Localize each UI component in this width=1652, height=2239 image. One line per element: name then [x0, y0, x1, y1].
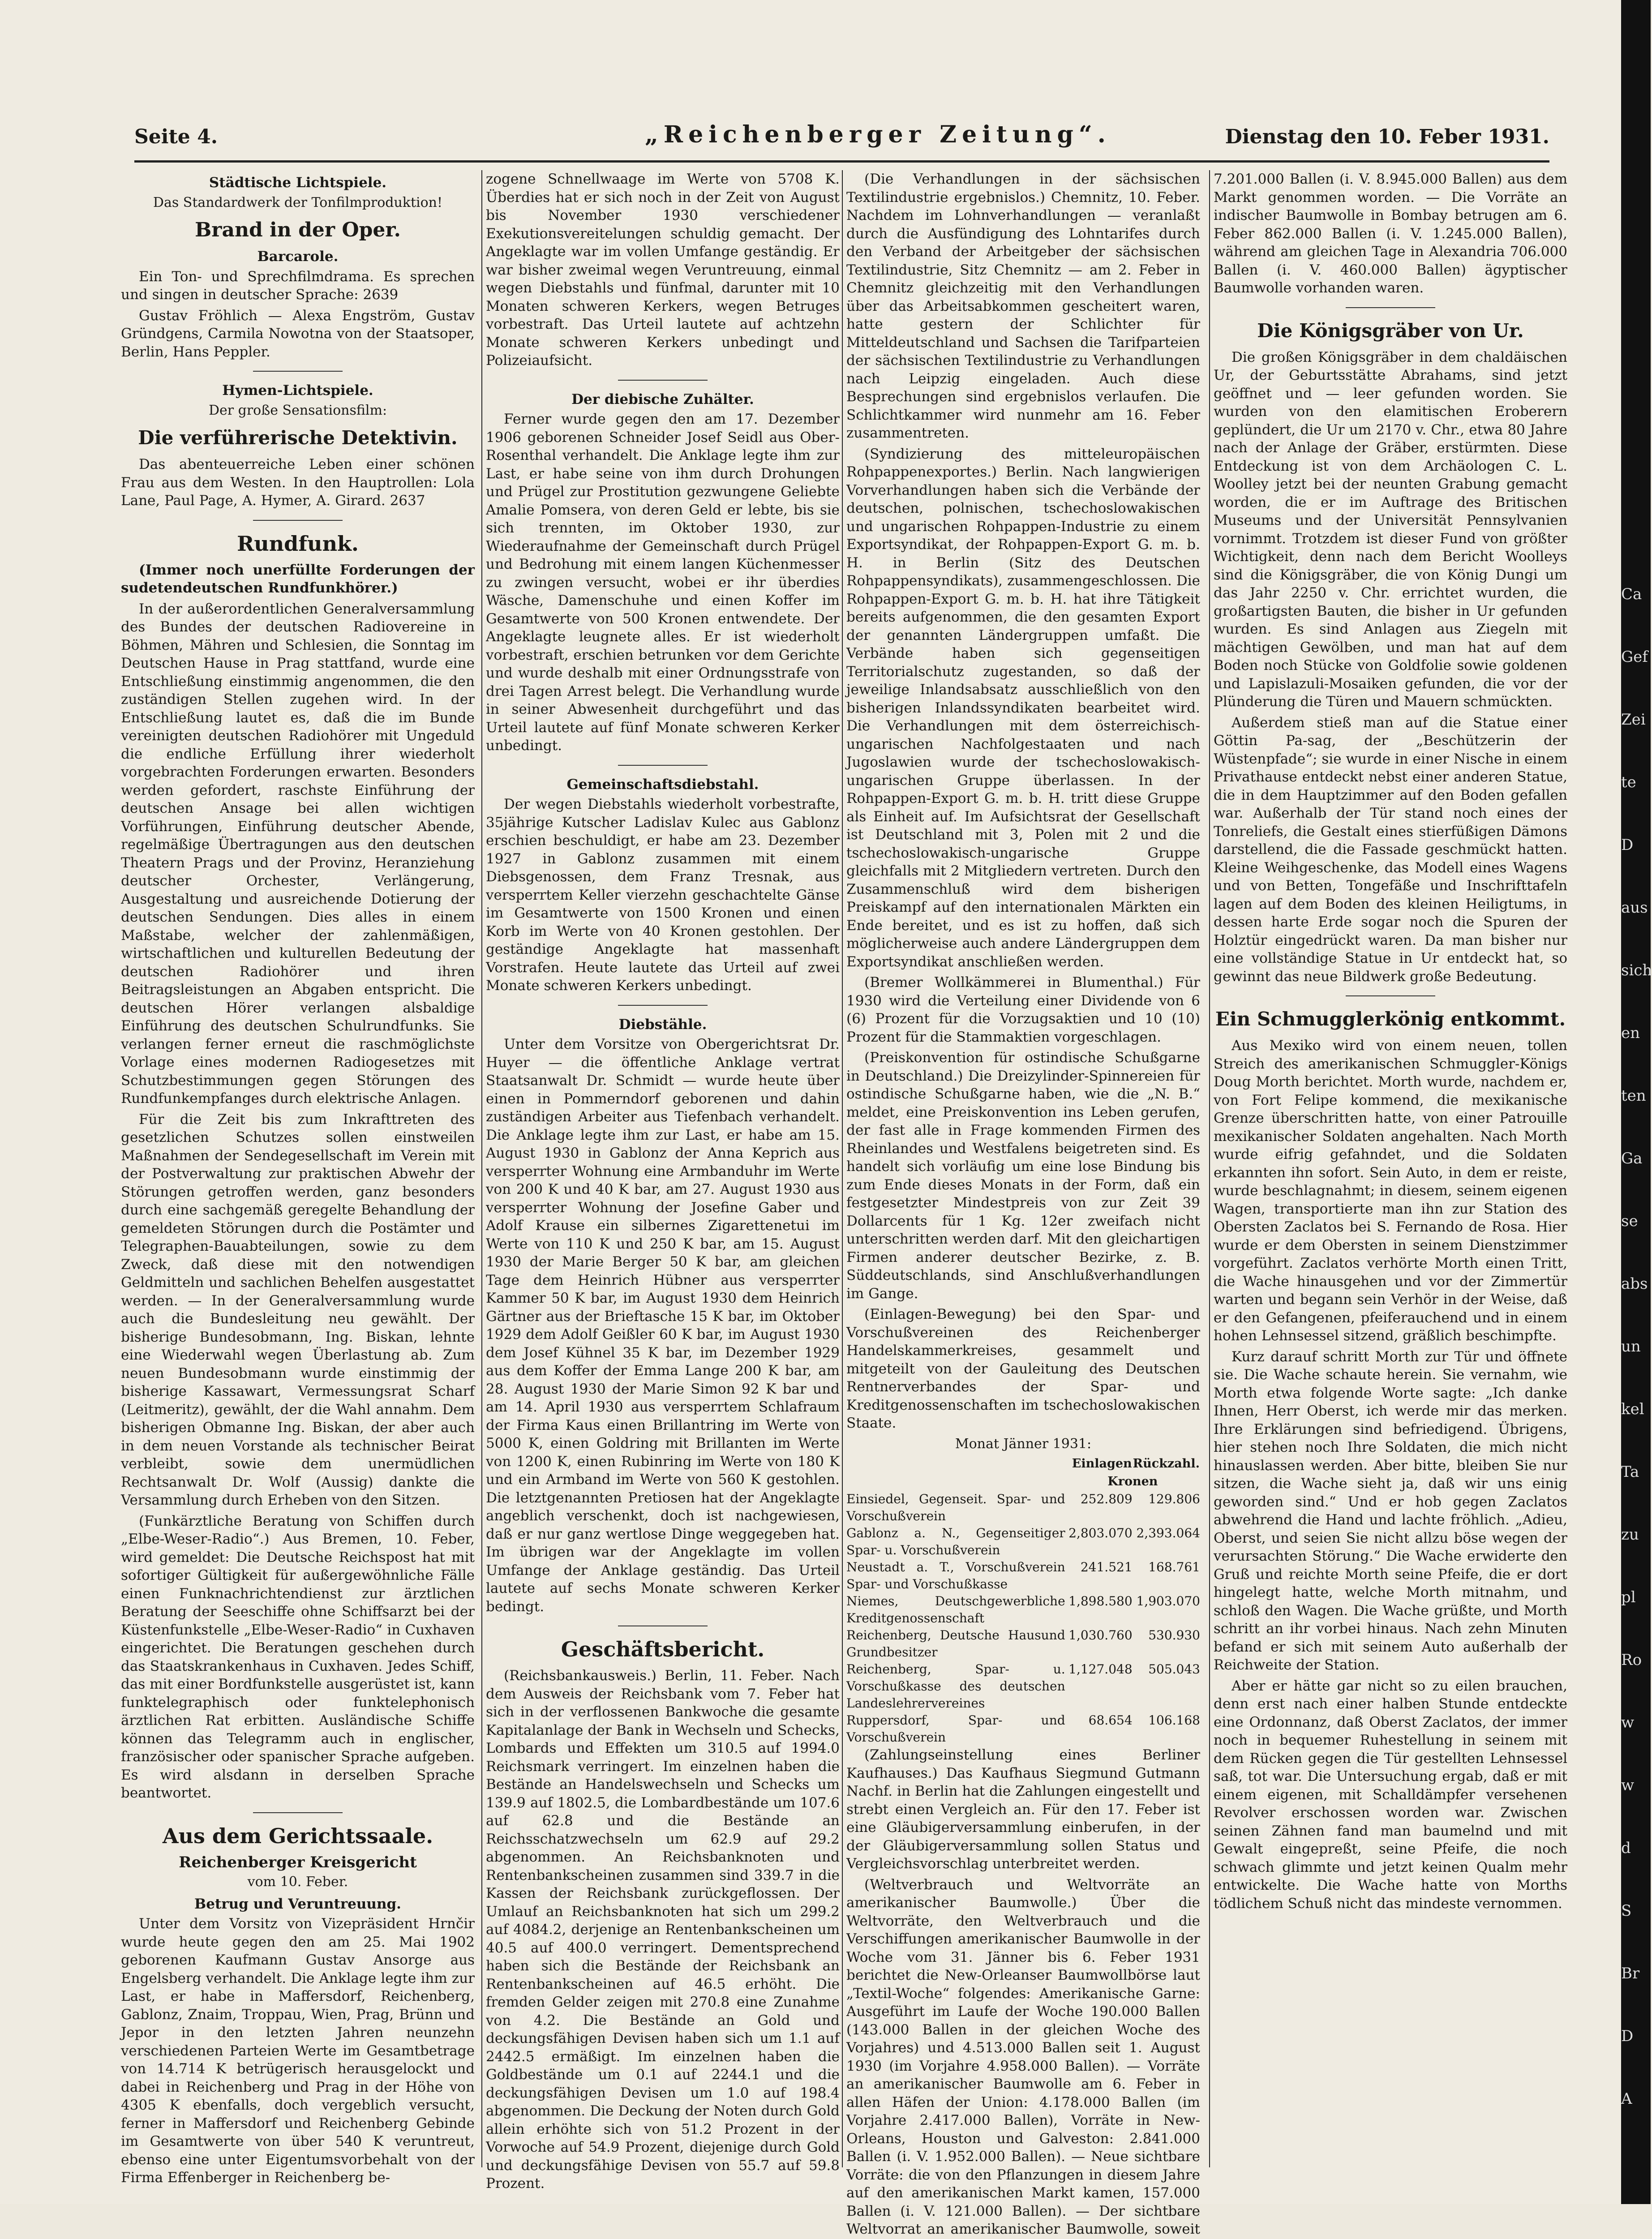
bleed-fragment: w — [1621, 1711, 1651, 1735]
table-row — [846, 1525, 1200, 1559]
separator — [618, 1005, 708, 1006]
withdrawals-cell: 129.806 — [1133, 1491, 1200, 1525]
deposits-cell: 1,898.580 — [1065, 1593, 1133, 1627]
table-row — [846, 1491, 1200, 1525]
bleed-fragment: aus — [1621, 896, 1651, 920]
column-3 — [846, 170, 1200, 2167]
adjacent-page-edge — [1621, 0, 1651, 2204]
table-row — [846, 1627, 1200, 1661]
bleed-fragment: zu — [1621, 1523, 1651, 1547]
film-description: Ein Ton- und Sprechfilmdrama. Es sprechen und singen in deutscher Sprache: 2639 — [121, 268, 475, 304]
article-paragraph: (Bremer Wollkämmerei in Blumenthal.) Für 1930 wird die Verteilung einer Dividende von 6 (6) Prozent für die Vorzugsaktien und 10 (10) Prozent für die Stammaktien vorgeschlagen. — [846, 974, 1200, 1046]
table-row — [846, 1712, 1200, 1746]
bleed-fragment: A — [1621, 2087, 1651, 2111]
article-title: Ein Schmugglerkönig entkommt. — [1214, 1006, 1567, 1032]
column-divider — [1209, 170, 1210, 2167]
article-lead: (Immer noch unerfüllte Forderungen der sudetendeutschen Rundfunkhörer.) — [121, 561, 475, 597]
table-header-row — [846, 1455, 1200, 1473]
deposits-cell: 1,030.760 — [1065, 1627, 1133, 1661]
newspaper-title: „Reichenberger Zeitung“. — [645, 121, 1111, 148]
bleed-fragment: Zei — [1621, 708, 1651, 732]
article-paragraph: (Einlagen-Bewegung) bei den Spar- und Vorschußvereinen des Reichenberger Handelskammerkreises, gesammelt und mitgeteilt von der Gauleitung des Deutschen Rentnerverbandes der Spar- und Kreditgenossenschaften im tschechoslowakischen Staate. — [846, 1305, 1200, 1433]
film-description: Das abenteuerreiche Leben einer schönen Frau aus dem Westen. In den Hauptrollen: Lola Lane, Paul Page, A. Hymer, A. Girard. 2637 — [121, 455, 475, 510]
cinema-subheading: Das Standardwerk der Tonfilmproduktion! — [121, 194, 475, 212]
bleed-fragment: sich — [1621, 958, 1651, 982]
article-paragraph: (Zahlungseinstellung eines Berliner Kaufhauses.) Das Kaufhaus Siegmund Gutmann Nachf. in Berlin hat die Zahlungen eingestellt und strebt einen Vergleich an. Für den 17. Feber ist eine Gläubigerversammlung einberufen, in der der Gläubigerversammlung sollen Status und Vergleichsvorschlag unterbreitet werden. — [846, 1746, 1200, 1873]
article-paragraph: (Weltverbrauch und Weltvorräte an amerikanischer Baumwolle.) Über die Weltvorräte, den Weltverbrauch und die Verschiffungen amerikanischer Baumwolle in der Woche vom 31. Jänner bis 6. Feber 1931 berichtet die New-Orleanser Baumwollbörse laut „Textil-Woche“ folgendes: Amerikanische Garne: Ausgeführt im Laufe der Woche 190.000 Ballen (143.000 Ballen in der gleichen Woche des Vorjahres) und 4.513.000 Ballen seit 1. August 1930 (im Vorjahre 4.958.000 Ballen). — Vorräte an amerikanischer Baumwolle am 6. Feber in allen Häfen der Union: 4.178.000 Ballen (im Vorjahre 2.417.000 Ballen), Vorräte in New-Orleans, Houston und Galveston: 2.841.000 Ballen (i. V. 1.952.000 Ballen). — Neue sichtbare Vorräte: die von den Pflanzungen in diesem Jahre auf den amerikanischen Markt kamen, 157.000 Ballen (i. V. 121.000 Ballen). — Der sichtbare Weltvorrat an amerikanischer Baumwolle, soweit — [846, 1876, 1200, 2239]
column-divider — [481, 170, 482, 2167]
table-row — [846, 1559, 1200, 1593]
separator — [1346, 307, 1435, 308]
article-paragraph: Aus Mexiko wird von einem neuen, tollen Streich des amerikanischen Schmuggler-Königs Doug Morth berichtet. Morth wurde, nachdem er, von Fort Felipe kommend, die mexikanische Grenze überschritten hatte, von einer Patrouille mexikanischer Soldaten angehalten. Nach Morth wurde eifrig gefahndet, und die Soldaten erkannten ihn sofort. Sein Auto, in dem er reiste, wurde beschlagnahmt; in diesem, seinem eigenen Wagen, transportierte man ihn zur Station des Obersten Zaclatos bei S. Fernando de Rosa. Hier wurde er dem Obersten in seinem Dienstzimmer vorgeführt. Zaclatos verhörte Morth einen Tritt, die Wache hinausgehen und vor der Zimmertür warten und begann sein Verhör in der Weise, daß er den Gefangenen, pfeiferauchend und in einem hohen Lehnsessel sitzend, gräßlich beschimpfte. — [1214, 1037, 1567, 1345]
cinema-heading: Städtische Lichtspiele. — [121, 174, 475, 192]
bank-name-cell: Ruppersdorf, Spar- und Vorschußverein — [846, 1712, 1065, 1746]
bleed-fragment: Ta — [1621, 1460, 1651, 1484]
withdrawals-cell: 530.930 — [1133, 1627, 1200, 1661]
column-2 — [486, 170, 840, 2167]
section-title: Geschäftsbericht. — [486, 1636, 840, 1662]
article-paragraph: Kurz darauf schritt Morth zur Tür und öffnete sie. Die Wache schaute herein. Sie vernahm, wie Morth etwa folgende Worte sagte: „Ich danke Ihnen, Herr Oberst, ich werde mir das merken. Ihre Erklärungen sind befriedigend. Übrigens, hier stehen noch Ihre Soldaten, die mich nicht hinauslassen werden. Aber bitte, bleiben Sie nur sitzen, die Wache sieht ja, daß wir uns einig geworden sind.“ Und er hob gegen Zaclatos abwehrend die Hand und lachte fröhlich. „Adieu, Oberst, und seien Sie nicht allzu böse wegen der verursachten Störung.“ Die Wache erwiderte den Gruß und reichte Morth seine Pfeife, die er dort hingelegt hatte, welche Morth mitnahm, und schloß den Wagen. Die Wache grüßte, und Morth schritt an ihr vorbei hinaus. Nach zehn Minuten befand er sich mit seinem Auto außerhalb der Reichweite der Station. — [1214, 1348, 1567, 1674]
cinema-subheading: Der große Sensationsfilm: — [121, 402, 475, 420]
article-paragraph: Für die Zeit bis zum Inkrafttreten des gesetzlichen Schutzes sollen einstweilen Maßnahmen der Sendegesellschaft im Verein mit der Postverwaltung zur praktischen Abwehr der Störungen getroffen werden, ganz besonders durch eine sachgemäß geregelte Behandlung der gemeldeten Störungen durch die Postämter und Telegraphen-Bauabteilungen, sowie zu dem Zweck, daß diese mit den notwendigen Geldmitteln und sachlichen Behelfen ausgestattet werden. — In der Generalversammlung wurde auch die Bundesleitung neu gewählt. Der bisherige Bundesobmann, Ing. Biskan, lehnte eine Wiederwahl wegen Überlastung ab. Zum neuen Bundesobmann wurde einstimmig der bisherige Kassawart, Vermessungsrat Scharf (Leitmeritz), gewählt, der die Wahl annahm. Dem bisherigen Obmanne Ing. Biskan, der aber auch in dem neuen Vorstande als technischer Beirat verbleibt, sowie dem unermüdlichen Rechtsanwalt Dr. Wolf (Aussig) dankte die Versammlung durch Erheben von den Sitzen. — [121, 1111, 475, 1510]
withdrawals-cell: 505.043 — [1133, 1661, 1200, 1712]
section-title: Rundfunk. — [121, 531, 475, 557]
article-paragraph: (Syndizierung des mitteleuropäischen Rohpappenexportes.) Berlin. Nach langwierigen Vorverhandlungen haben sich die Verbände der deutschen, polnischen, tschechoslowakischen und ungarischen Rohpappen-Industrie zu einem Exportsyndikat, der Rohpappen-Export G. m. b. H. in Berlin (Sitz des Deutschen Rohpappensyndikats), zusammengeschlossen. Die Rohpappen-Export G. m. b. H. hat ihre Tätigkeit bereits aufgenommen, die den gesamten Export der genannten Ländergruppen umfaßt. Die Verbände haben sich gegenseitigen Territorialschutz zugestanden, so daß der jeweilige Inlandsabsatz ausschließlich von den bisherigen Inlandssyndikaten bearbeitet wird. Die Verhandlungen mit dem österreichisch-ungarischen Nachfolgestaaten und nach Jugoslawien wurde der tschechoslowakisch-ungarischen Gruppe überlassen. In der Rohpappen-Export G. m. b. H. tritt diese Gruppe als Einheit auf. Im Aufsichtsrat der Gesellschaft ist Deutschland mit 3, Polen mit 2 und die tschechoslowakisch-ungarische Gruppe gleichfalls mit 2 Mitgliedern vertreten. Durch den Zusammenschluß wird dem bisherigen Preiskampf auf den internationalen Märkten ein Ende bereitet, und es ist zu hoffen, daß sich möglicherweise auch andere Ländergruppen dem Exportsyndikat anschließen werden. — [846, 445, 1200, 971]
withdrawals-cell: 2,393.064 — [1133, 1525, 1200, 1559]
bleed-fragment: Gef — [1621, 645, 1651, 669]
cinema-heading: Hymen-Lichtspiele. — [121, 382, 475, 400]
withdrawals-cell: 1,903.070 — [1133, 1593, 1200, 1627]
bleed-fragment: kel — [1621, 1397, 1651, 1421]
film-subtitle: Barcarole. — [121, 248, 475, 266]
separator — [1346, 995, 1435, 996]
article-paragraph: Aber er hätte gar nicht so zu eilen brauchen, denn erst nach einer halben Stunde entdeckte eine Ordonnanz, daß Oberst Zaclatos, der immer noch in bequemer Ruhestellung in seinem mit dem Rücken gegen die Tür gestellten Lehnsessel saß, tot war. Die Untersuchung ergab, daß er mit einem eigenen, mit Schalldämpfer versehenen Revolver erschossen worden war. Zwischen seinen Zähnen fand man baumelnd und mit Gewalt eingepreßt, seine Pfeife, die noch schwach glimmte und jetzt keinen Qualm mehr entwickelte. Die Wache hatte von Morths tödlichem Schuß nicht das mindeste vernommen. — [1214, 1677, 1567, 1913]
bleed-fragment: Ca — [1621, 582, 1651, 606]
article-paragraph: zogene Schnellwaage im Werte von 5708 K. Überdies hat er sich noch in der Zeit von August bis November 1930 verschiedener Exekutionsvereitelungen schuldig gemacht. Der Angeklagte war im vollen Umfange geständig. Er war bisher zweimal wegen Veruntreuung, einmal wegen Diebstahls und fünfmal, darunter mit 10 Monaten schweren Kerkers, wegen Betruges vorbestraft. Das Urteil lautete auf achtzehn Monate schweren Kerkers unbedingt und Polizeiaufsicht. — [486, 170, 840, 370]
article-paragraph: Unter dem Vorsitz von Vizepräsident Hrnčir wurde heute gegen den am 25. Mai 1902 geborenen Kaufmann Gustav Ansorge aus Engelsberg verhandelt. Die Anklage legte ihm zur Last, er habe in Maffersdorf, Reichenberg, Gablonz, Znaim, Troppau, Wien, Prag, Brünn und Jepor in den letzten Jahren neunzehn verschiedenen Parteien Werte im Gesamtbetrage von 14.714 K betrügerisch herausgelockt und dabei in Reichenberg und Prag in der Höhe von 4305 K ebenfalls, doch vergeblich versucht, ferner in Maffersdorf und Reichenberg Gebinde im Gesamtwerte von über 540 K veruntreut, ebenso eine unter Eigentumsvorbehalt von der Firma Effenberger in Reichenberg be- — [121, 1915, 475, 2187]
separator — [253, 1812, 343, 1813]
table-row — [846, 1661, 1200, 1712]
bleed-fragment: Ro — [1621, 1648, 1651, 1672]
deposits-cell: 252.809 — [1065, 1491, 1133, 1525]
article-paragraph: (Funkärztliche Beratung von Schiffen durch „Elbe-Weser-Radio“.) Aus Bremen, 10. Feber, wird gemeldet: Die Deutsche Reichspost hat mit sofortiger Gültigkeit für außergewöhnliche Fälle einen Funknachrichtendienst zur ärztlichen Beratung der Seeschiffe ohne Schiffsarzt bei der Küstenfunkstelle „Elbe-Weser-Radio“ in Cuxhaven eingerichtet. Die Beratungen geschehen durch das Staatskrankenhaus in Cuxhaven. Jedes Schiff, das mit einer Bordfunkstelle ausgerüstet ist, kann funktelegraphisch oder funktelephonisch ärztlichen Rat erbitten. Ausländische Schiffe können das Telegramm auch in englischer, französischer oder spanischer Sprache aufgeben. Es wird alsdann in derselben Sprache beantwortet. — [121, 1512, 475, 1802]
deposit-table — [846, 1455, 1200, 1746]
article-paragraph: Die großen Königsgräber in dem chaldäischen Ur, der Geburtsstätte Abrahams, sind jetzt geöffnet und — leer gefunden worden. Sie wurden von den elamitischen Eroberern geplündert, die Ur um 2170 v. Chr., etwa 80 Jahre nach der Anlage der Gräber, erstürmten. Diese Entdeckung ist von dem Archäologen C. L. Woolley jetzt bei der neunten Grabung gemacht worden, die er im Auftrage des Britischen Museums und der Universität Pennsylvanien vornimmt. Trotzdem ist dieser Fund von größter Wichtigkeit, denn nach dem Bericht Woolleys sind die Königsgräber, die von König Dungi um das Jahr 2250 v. Chr. errichtet wurden, die großartigsten Bauten, die bisher in Ur gefunden wurden. Es sind Anlagen aus Ziegeln mit mächtigen Gewölben, und man hat auf dem Boden noch Stücke von Goldfolie sowie goldenen und Lapislazuli-Mosaiken gefunden, die vor der Plünderung die Türen und Mauern schmückten. — [1214, 348, 1567, 711]
bank-name-cell: Reichenberg, Deutsche Hausund Grundbesitzer — [846, 1627, 1065, 1661]
bleed-fragment: S — [1621, 1899, 1651, 1923]
article-paragraph: Der wegen Diebstahls wiederholt vorbestrafte, 35jährige Kutscher Ladislav Kulec aus Gablonz erschien beschuldigt, er habe am 23. Dezember 1927 in Gablonz zusammen mit einem Diebsgenossen, dem Franz Tresnak, aus versperrtem Keller vierzehn geschachtelte Gänse im Gesamtwerte von 1500 Kronen und einen Korb im Werte von 40 Kronen gestohlen. Der geständige Angeklagte hat massenhaft Vorstrafen. Heute lautete das Urteil auf zwei Monate schweren Kerkers unbedingt. — [486, 795, 840, 995]
separator — [618, 380, 708, 381]
table-caption: Monat Jänner 1931: — [846, 1435, 1200, 1454]
column-4 — [1214, 170, 1567, 2167]
bleed-fragment: d — [1621, 1836, 1651, 1860]
article-paragraph: Ferner wurde gegen den am 17. Dezember 1906 geborenen Schneider Josef Seidl aus Ober-Rosenthal verhandelt. Die Anklage legte ihm zur Last, er habe seine von ihm durch Drohungen und Prügel zur Prostitution gezwungene Geliebte Amalie Pomsera, von deren Geld er lebte, bis sie sich trennten, im Oktober 1930, zur Wiederaufnahme der Gemeinschaft durch Prügel und Bedrohung mit einem langen Küchenmesser zu zwingen versucht, wobei er ihr überdies Wäsche, Damenschuhe und einen Koffer im Gesamtwerte von 500 Kronen entwendete. Der Angeklagte leugnete alles. Er ist wiederholt vorbestraft, erschien betrunken vor dem Gerichte und wurde deshalb mit einer Ordnungsstrafe von drei Tagen Arrest belegt. Die Verhandlung wurde in seiner Abwesenheit durchgeführt und das Urteil lautete auf fünf Monate schweren Kerker unbedingt. — [486, 410, 840, 755]
bleed-fragment: Ga — [1621, 1146, 1651, 1171]
separator — [253, 520, 343, 521]
deposits-cell: 68.654 — [1065, 1712, 1133, 1746]
article-paragraph: (Die Verhandlungen in der sächsischen Textilindustrie ergebnislos.) Chemnitz, 10. Feber. Nachdem im Lohnverhandlungen — veranlaßt durch die Ausfündigung des Lohntarifes durch den Verband der Arbeitgeber der sächsischen Textilindustrie, Sitz Chemnitz — am 2. Feber in Chemnitz gleichzeitig mit den Verhandlungen über das Arbeitsabkommen gescheitert waren, hatte gestern der Schlichter für Mitteldeutschland und Sachsen die Tarifparteien der sächsischen Textilindustrie zu Verhandlungen nach Leipzig eingeladen. Auch diese Besprechungen sind ergebnislos verlaufen. Die Schlichtkammer wird nunmehr am 16. Feber zusammentreten. — [846, 170, 1200, 442]
deposits-cell: 241.521 — [1065, 1559, 1133, 1593]
page-number: Seite 4. — [134, 125, 218, 148]
article-paragraph: (Preiskonvention für ostindische Schußgarne in Deutschland.) Die Dreizylinder-Spinnereien für ostindische Schußgarne haben, wie die „N. B.“ meldet, eine Preiskonvention ins Leben gerufen, der fast alle in Frage kommenden Firmen des Rheinlandes und Westfalens beigetreten sind. Es handelt sich vorläufig um eine lose Bindung bis zum Ende dieses Monats in der Form, daß ein festgesetzter Mindestpreis von zur Zeit 39 Dollarcents für 1 Kg. 12er zweifach nicht unterschritten werden darf. Mit den gleichartigen Firmen anderer deutscher Bezirke, z. B. Süddeutschlands, sind Anschlußverhandlungen im Gange. — [846, 1049, 1200, 1303]
bank-name-cell: Gablonz a. N., Gegenseitiger Spar- u. Vorschußverein — [846, 1525, 1065, 1559]
article-paragraph: In der außerordentlichen Generalversammlung des Bundes der deutschen Radiovereine in Böhmen, Mähren und Schlesien, die Sonntag im Deutschen Hause in Prag stattfand, wurde eine Entschließung einstimmig angenommen, die den zuständigen Stellen zugehen wird. In der Entschließung lautet es, daß die im Bunde vereinigten deutschen Radiohörer mit Ungeduld die endliche Erfüllung ihrer wiederholt vorgebrachten Forderungen erwarten. Besonders werden gefordert, raschste Einführung der deutschen Ansage bei allen wichtigen Vorführungen, Einführung deutscher Abende, regelmäßige Übertragungen aus den deutschen Theatern Prags und der Provinz, Heranziehung deutscher Orchester, Verlängerung, Ausgestaltung und ausreichende Dotierung der deutschen Sendungen. Dies alles in einem Maßstabe, welcher der zahlenmäßigen, wirtschaftlichen und kulturellen Bedeutung der deutschen Radiohörer und ihren Beitragsleistungen an Abgaben entspricht. Die deutschen Hörer verlangen alsbaldige Einführung des deutschen Schulrundfunks. Sie verlangen ferner erneut die raschmöglichste Vorlage eines modernen Radiogesetzes mit Schutzbestimmungen gegen Störungen des Rundfunkempfanges durch elektrische Anlagen. — [121, 600, 475, 1108]
deposits-cell: 2,803.070 — [1065, 1525, 1133, 1559]
bleed-fragment: D — [1621, 2024, 1651, 2048]
withdrawals-cell: 168.761 — [1133, 1559, 1200, 1593]
case-heading: Der diebische Zuhälter. — [486, 390, 840, 409]
case-heading: Betrug und Veruntreuung. — [121, 1895, 475, 1913]
bleed-fragment: un — [1621, 1334, 1651, 1359]
bleed-fragment: abs — [1621, 1272, 1651, 1296]
article-paragraph: Außerdem stieß man auf die Statue einer Göttin Pa-sag, der „Beschützerin der Wüstenpfade“; sie wurde in einer Nische in einem Privathause entdeckt nebst einer anderen Statue, die in dem Hauptzimmer auf den Boden gefallen war. Außerhalb der Tür stand noch eines der Tonreliefs, die Gestalt eines stierfüßigen Dämons darstellend, die die Fassade geschmückt hatten. Kleine Weihgeschenke, das Modell eines Wagens und von Betten, Tongefäße und Inschrifttafeln lagen auf dem Boden des kleinen Heiligtums, in dessen harte Erde sogar noch die Spuren der Holztür eingedrückt waren. Da man bisher nur eine vollständige Statue in Ur entdeckt hat, so gewinnt das neue Bildwerk große Bedeutung. — [1214, 714, 1567, 986]
section-title: Aus dem Gerichtssaale. — [121, 1823, 475, 1849]
table-unit-row — [846, 1473, 1200, 1491]
deposits-cell: 1,127.048 — [1065, 1661, 1133, 1712]
film-title: Brand in der Oper. — [121, 217, 475, 243]
bleed-fragment: se — [1621, 1209, 1651, 1233]
film-cast: Gustav Fröhlich — Alexa Engström, Gustav Gründgens, Carmila Nowotna von der Staatsoper, Berlin, Hans Peppler. — [121, 307, 475, 361]
separator — [618, 765, 708, 766]
bank-name-cell: Neustadt a. T., Vorschußverein Spar- und Vorschußkasse — [846, 1559, 1065, 1593]
court-name: Reichenberger Kreisgericht — [121, 1853, 475, 1872]
issue-date: Dienstag den 10. Feber 1931. — [1225, 125, 1549, 148]
column-unit: Kronen — [1065, 1473, 1200, 1491]
bleed-fragment: ten — [1621, 1084, 1651, 1108]
bleed-fragment: en — [1621, 1021, 1651, 1045]
bleed-fragment: D — [1621, 833, 1651, 857]
case-heading: Gemeinschaftsdiebstahl. — [486, 776, 840, 794]
article-paragraph: (Reichsbankausweis.) Berlin, 11. Feber. Nach dem Ausweis der Reichsbank vom 7. Feber hat sich in der verflossenen Bankwoche die gesamte Kapitalanlage der Bank in Wechseln und Schecks, Lombards und Effekten um 310.5 auf 1994.0 Reichsmark verringert. Im einzelnen haben die Bestände an Handelswechseln und Schecks um 139.9 auf 1802.5, die Lombardbestände um 107.6 auf 62.8 und die Bestände an Reichsschatzwechseln um 62.9 auf 29.2 abgenommen. An Reichsbanknoten und Rentenbankscheinen zusammen sind 339.7 in die Kassen der Reichsbank zurückgeflossen. Der Umlauf an Reichsbanknoten hat sich um 299.2 auf 4084.2, derjenige an Rentenbankscheinen um 40.5 auf 400.0 verringert. Dementsprechend haben sich die Bestände der Reichsbank an Rentenbankscheinen auf 46.5 erhöht. Die fremden Gelder zeigen mit 270.8 eine Zunahme von 4.2. Die Bestände an Gold und deckungsfähigen Devisen haben sich um 1.1 auf 2442.5 ermäßigt. Im einzelnen haben die Goldbestände um 0.1 auf 2244.1 und die deckungsfähigen Devisen um 1.0 auf 198.4 abgenommen. Die Deckung der Noten durch Gold allein erhöhte sich von 51.2 Prozent in der Vorwoche auf 54.9 Prozent, diejenige durch Gold und deckungsfähige Devisen von 55.7 auf 59.8 Prozent. — [486, 1667, 840, 2193]
column-divider — [842, 170, 843, 2167]
bleed-fragment: Br — [1621, 1961, 1651, 1986]
table-row — [846, 1593, 1200, 1627]
film-title: Die verführerische Detektivin. — [121, 425, 475, 451]
bank-name-cell: Niemes, Deutschgewerbliche Kreditgenossenschaft — [846, 1593, 1065, 1627]
bleed-fragment: pl — [1621, 1585, 1651, 1609]
article-paragraph: 7.201.000 Ballen (i. V. 8.945.000 Ballen) aus dem Markt genommen worden. — Die Vorräte an indischer Baumwolle in Bombay betrugen am 6. Feber 862.000 Ballen (i. V. 1.245.000 Ballen), während am gleichen Tage in Alexandria 706.000 Ballen (i. V. 460.000 Ballen) ägyptischer Baumwolle vorhanden waren. — [1214, 170, 1567, 297]
bleed-fragment: te — [1621, 770, 1651, 794]
column-header-withdrawals: Rückzahl. — [1133, 1455, 1200, 1473]
article-paragraph: Unter dem Vorsitze von Obergerichtsrat Dr. Huyer — die öffentliche Anklage vertrat Staatsanwalt Dr. Schmidt — wurde heute über einen in Pommerndorf geborenen und dahin zuständigen Arbeiter aus Tiefenbach verhandelt. Die Anklage legte ihm zur Last, er habe am 15. August 1930 in Gablonz der Anna Keprich aus versperrter Wohnung eine Armbanduhr im Werte von 200 K und 40 K bar, am 27. August 1930 aus versperrter Wohnung der Josefine Gaber und Adolf Krause ein silbernes Zigarettenetui im Werte von 110 K und 250 K bar, am 15. August 1930 der Marie Berger 50 K bar, am gleichen Tage dem Heinrich Hübner aus versperrter Kammer 50 K bar, im August 1930 dem Heinrich Gärtner aus der Brieftasche 15 K bar, im Oktober 1929 dem Adolf Geißler 60 K bar, im August 1930 dem Josef Kühnel 35 K bar, im Dezember 1929 aus dem Koffer der Emma Lange 200 K bar, am 28. August 1930 der Marie Simon 92 K bar und am 14. April 1930 aus versperrtem Schlafraum der Firma Kaus einen Brillantring im Werte von 5000 K, einen Goldring mit Brillanten im Werte von 1200 K, einen Rubinring im Werte von 180 K und ein Armband im Werte von 560 K gestohlen. Die letztgenannten Pretiosen hat der Angeklagte angeblich verschenkt, doch ist nachgewiesen, daß er nur ganz wertlose Dinge weggegeben hat. Im übrigen war der Angeklagte im vollen Umfange der Anklage geständig. Das Urteil lautete auf sechs Monate schweren Kerker bedingt. — [486, 1035, 840, 1616]
case-heading: Diebstähle. — [486, 1016, 840, 1034]
court-date: vom 10. Feber. — [121, 1873, 475, 1892]
withdrawals-cell: 106.168 — [1133, 1712, 1200, 1746]
bank-name-cell: Reichenberg, Spar- u. Vorschußkasse des deutschen Landeslehrervereines — [846, 1661, 1065, 1712]
bank-name-cell: Einsiedel, Gegenseit. Spar- und Vorschußverein — [846, 1491, 1065, 1525]
header-rule — [134, 160, 1549, 163]
column-1 — [121, 170, 475, 2167]
column-header-deposits: Einlagen — [1065, 1455, 1133, 1473]
page-header — [134, 121, 1549, 157]
article-title: Die Königsgräber von Ur. — [1214, 318, 1567, 344]
separator — [253, 371, 343, 372]
bleed-fragment: w — [1621, 1773, 1651, 1797]
